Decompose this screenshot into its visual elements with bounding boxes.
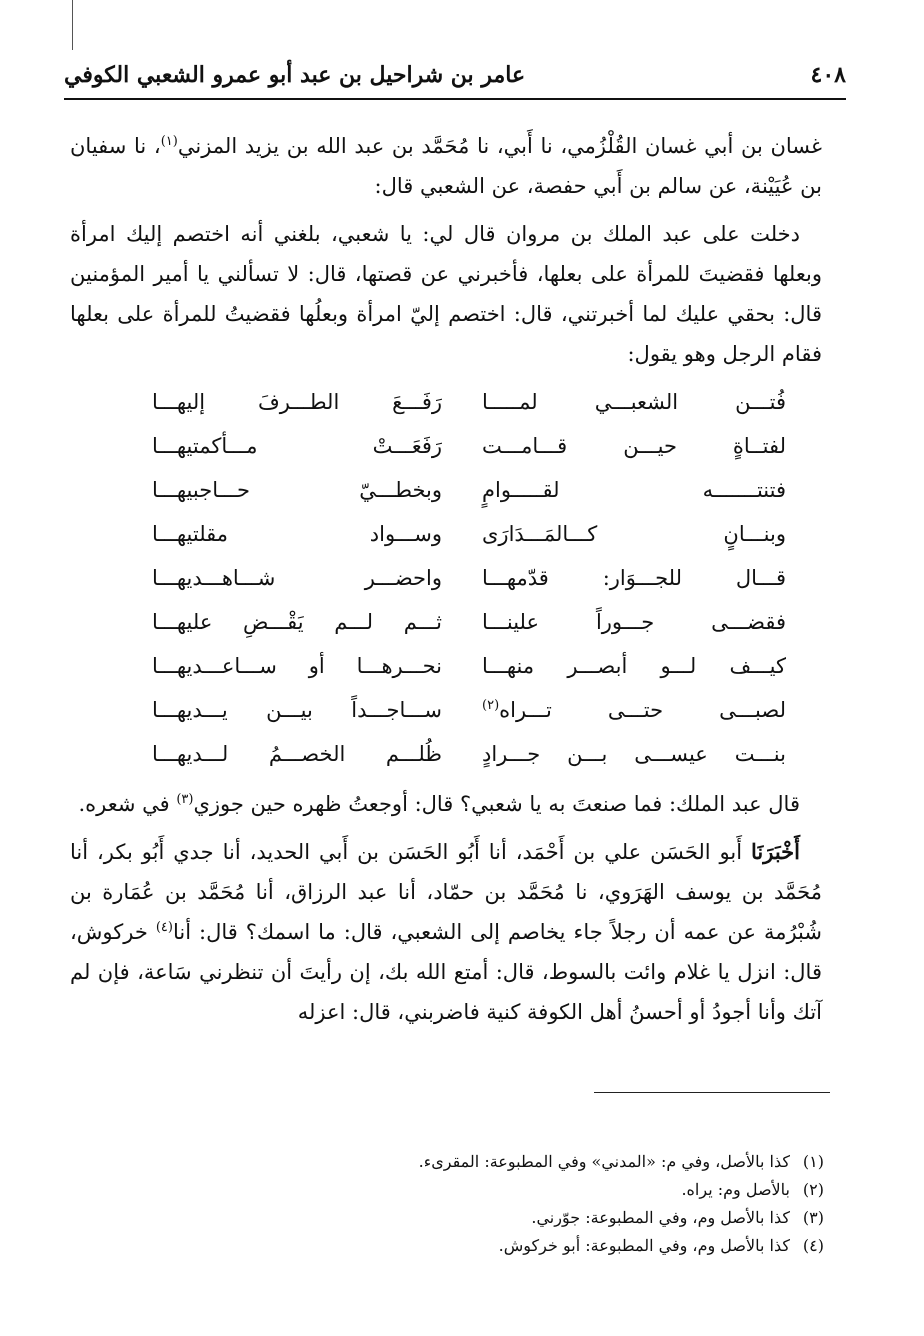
hemistich-text: بنـــت عيســـى بـــن جـــرادٍ	[482, 742, 786, 766]
header-rule	[64, 98, 846, 100]
hemistich-text: فُتـــن الشعبـــي لمـــــا	[482, 390, 786, 414]
isnad-text-a: غسان بن أبي غسان القُلْزُمي، نا أَبي، نا مُحَمَّد بن عبد الله بن يزيد المزني	[177, 134, 822, 158]
verse-second-hemistich: نحـــرهـــا أو ســـاعـــديهـــا	[152, 654, 442, 678]
verse-second-hemistich: ســـاجـــداً بيـــن يـــديهـــا	[152, 698, 442, 722]
verse-first-hemistich	[482, 514, 786, 554]
reply-text-a: قال عبد الملك: فما صنعتَ به يا شعبي؟ قال: أوجعتُ ظهره حين جوزي	[193, 792, 800, 816]
footnote	[419, 1176, 824, 1204]
verse-first-hemistich	[482, 558, 786, 598]
reply-paragraph	[70, 784, 822, 824]
page-number: ٤٠٨	[810, 62, 846, 88]
hemistich-text: كيـــف لـــو أبصـــر منهـــا	[482, 654, 786, 678]
verse-first-hemistich	[482, 734, 786, 774]
verse-first-hemistich	[482, 602, 786, 642]
poem-verse	[70, 734, 822, 778]
running-header	[64, 60, 846, 98]
footnote	[419, 1148, 824, 1176]
header-title: عامر بن شراحيل بن عبد أبو عمرو الشعبي الكوفي	[64, 62, 526, 88]
poem-verse	[70, 382, 822, 426]
footnote-ref-2: (٢)	[482, 698, 500, 713]
report-text-a: أَبو الحَسَن علي بن أَحْمَد، أنا أَبُو الحَسَن بن أَبي الحديد، أنا جدي أَبُو بكر، أنا مُحَمَّد بن يوسف الهَرَوي، نا مُحَمَّد بن حمّاد، أنا عبد الرزاق، أنا مُحَمَّد بن عُمَارة بن شُبْرُمة عن عمه أن رجلاً جاء يخاصم إلى الشعبي، قال: ما اسمك؟ قال: أنا	[70, 840, 822, 944]
verse-second-hemistich: وبخطـــيّ حـــاجبيهـــا	[152, 478, 442, 502]
main-text	[70, 126, 822, 1032]
footnote	[419, 1204, 824, 1232]
narrative-paragraph: دخلت على عبد الملك بن مروان قال لي: يا شعبي، بلغني أنه اختصم إليك امرأة وبعلها فقضيتَ للمرأة على بعلها، فأخبرني عن قصتها، قال: لا تسألني يا أمير المؤمنين قال: بحقي عليك لما أخبرتني، قال: اختصم إليّ امرأة وبعلُها فقضيتُ للمرأة على بعلها فقام الرجل وهو يقول:	[70, 222, 822, 366]
verse-first-hemistich	[482, 470, 786, 510]
report-text-b: خركوش، قال: انزل يا غلام وائت بالسوط، قال: أمتع الله بك، إن رأيتَ أن تنظرني سَاعة، فإن لم آتك وأنا أجودُ أو أحسنُ أهل الكوفة كنية فاضربني، قال: اعزله	[70, 920, 822, 1024]
verse-first-hemistich	[482, 382, 786, 422]
footnote-ref-1: (١)	[160, 134, 178, 149]
verse-first-hemistich	[482, 690, 786, 730]
footnote-ref-3: (٣)	[176, 792, 194, 807]
verse-second-hemistich: وســـواد مقلتيهـــا	[152, 522, 442, 546]
verse-second-hemistich: رَفَعَـــتْ مـــأكمتيهـــا	[152, 434, 442, 458]
akhbarana-lead: أَخْبَرَنَا	[751, 839, 800, 864]
footnote-number: (٣)	[802, 1208, 824, 1227]
hemistich-text: فتنتـــــــه لقـــــوامٍ	[482, 478, 786, 502]
footnote	[419, 1232, 824, 1260]
footnote-ref-4: (٤)	[155, 920, 173, 935]
isnad-text-b: ، نا سفيان بن عُيَيْنة، عن سالم بن أَبي حفصة، عن الشعبي قال:	[70, 134, 822, 198]
poem	[70, 382, 822, 780]
hemistich-text: قـــال للجـــوَار: قدّمهـــا	[482, 566, 786, 590]
verse-second-hemistich: ثـــم لـــم يَقْـــضِ عليهـــا	[152, 610, 442, 634]
footnotes	[419, 1148, 824, 1260]
verse-second-hemistich: واحضـــر شـــاهـــديهـــا	[152, 566, 442, 590]
poem-verse	[70, 470, 822, 514]
hemistich-text: فقضـــى جـــوراً علينـــا	[482, 610, 786, 634]
footnote-text: كذا بالأصل، وفي م: «المدني» وفي المطبوعة: المقرىء.	[418, 1152, 790, 1171]
footnote-text: بالأصل وم: يراه.	[681, 1180, 790, 1199]
poem-verse	[70, 426, 822, 470]
poem-verse	[70, 690, 822, 734]
poem-verse	[70, 558, 822, 602]
verse-second-hemistich: رَفَـــعَ الطـــرفَ إليهـــا	[152, 390, 442, 414]
poem-verse	[70, 514, 822, 558]
hemistich-text: وبنـــانٍ كـــالمَـــدَارَى	[482, 522, 786, 546]
hemistich-text: لفتــاةٍ حيـــن قـــامـــت	[482, 434, 786, 458]
poem-verse	[70, 602, 822, 646]
footnote-rule	[594, 1092, 830, 1093]
reply-text-b: في شعره.	[78, 792, 177, 816]
verse-first-hemistich	[482, 646, 786, 686]
footnote-number: (٢)	[802, 1180, 824, 1199]
hemistich-text: لصبـــى حتـــى تـــراه	[499, 698, 786, 722]
second-report-paragraph	[70, 832, 822, 1032]
isnad-paragraph	[70, 126, 822, 206]
footnote-number: (١)	[802, 1152, 824, 1171]
footnote-text: كذا بالأصل وم، وفي المطبوعة: جوّرني.	[531, 1208, 790, 1227]
footnote-text: كذا بالأصل وم، وفي المطبوعة: أبو خركوش.	[498, 1236, 790, 1255]
verse-second-hemistich: ظُلـــم الخصـــمُ لـــديهـــا	[152, 742, 442, 766]
poem-verse	[70, 646, 822, 690]
footnote-number: (٤)	[802, 1236, 824, 1255]
binding-margin-line	[72, 0, 73, 50]
verse-first-hemistich	[482, 426, 786, 466]
